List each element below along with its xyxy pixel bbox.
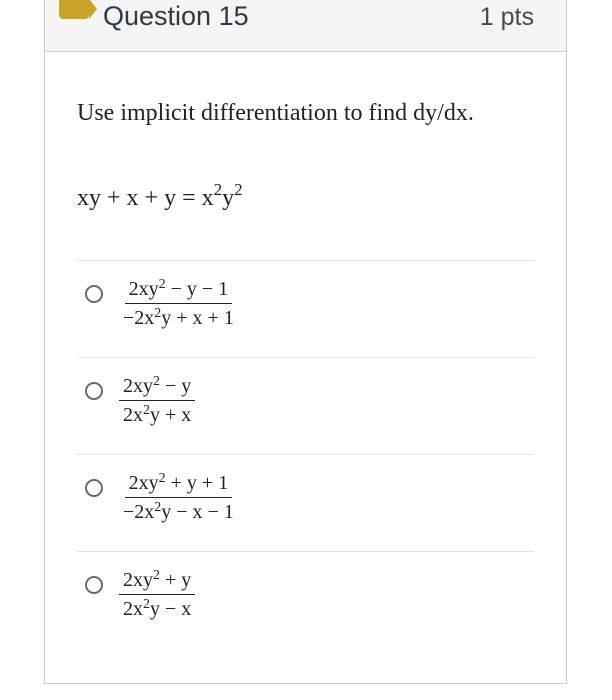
answer-fraction — [119, 471, 238, 524]
equation-lhs: xy + x + y = x — [77, 185, 214, 211]
radio-button-icon[interactable] — [85, 576, 103, 594]
fraction-numerator: $2xy^2 - y$ — [119, 374, 195, 401]
fraction-denominator: $-2x^2y + x + 1$ — [123, 306, 234, 329]
question-card — [44, 0, 567, 684]
answer-fraction — [119, 277, 238, 330]
answer-option-3[interactable] — [77, 454, 534, 551]
radio-button-icon[interactable] — [85, 285, 103, 303]
question-prompt: Use implicit differentiation to find dy/dx. — [77, 100, 474, 126]
answer-option-2[interactable] — [77, 357, 534, 454]
fraction-denominator: $-2x^2y - x - 1$ — [123, 500, 234, 523]
fraction-numerator: $2xy^2 + y + 1$ — [125, 471, 233, 498]
equation-exponent-1: 2 — [213, 180, 223, 199]
fraction-numerator: $2xy^2 - y - 1$ — [125, 277, 233, 304]
fraction-numerator: $2xy^2 + y$ — [119, 568, 195, 595]
question-title: Question 15 — [103, 1, 249, 31]
equation-exponent-2: 2 — [234, 180, 243, 199]
question-body — [45, 52, 566, 683]
fraction-denominator: $2x^2y - x$ — [123, 597, 192, 620]
equation-mid: y — [222, 185, 235, 211]
answer-fraction — [119, 568, 195, 621]
question-header — [45, 0, 566, 52]
radio-button-icon[interactable] — [85, 479, 103, 497]
answer-list — [77, 260, 534, 648]
question-equation — [77, 180, 243, 212]
question-points: 1 pts — [479, 3, 534, 31]
answer-option-4[interactable] — [77, 551, 534, 648]
answer-fraction — [119, 374, 195, 427]
radio-button-icon[interactable] — [85, 382, 103, 400]
bookmark-flag-icon[interactable] — [59, 0, 89, 19]
answer-option-1[interactable] — [77, 260, 534, 357]
fraction-denominator: $2x^2y + x$ — [123, 403, 192, 426]
